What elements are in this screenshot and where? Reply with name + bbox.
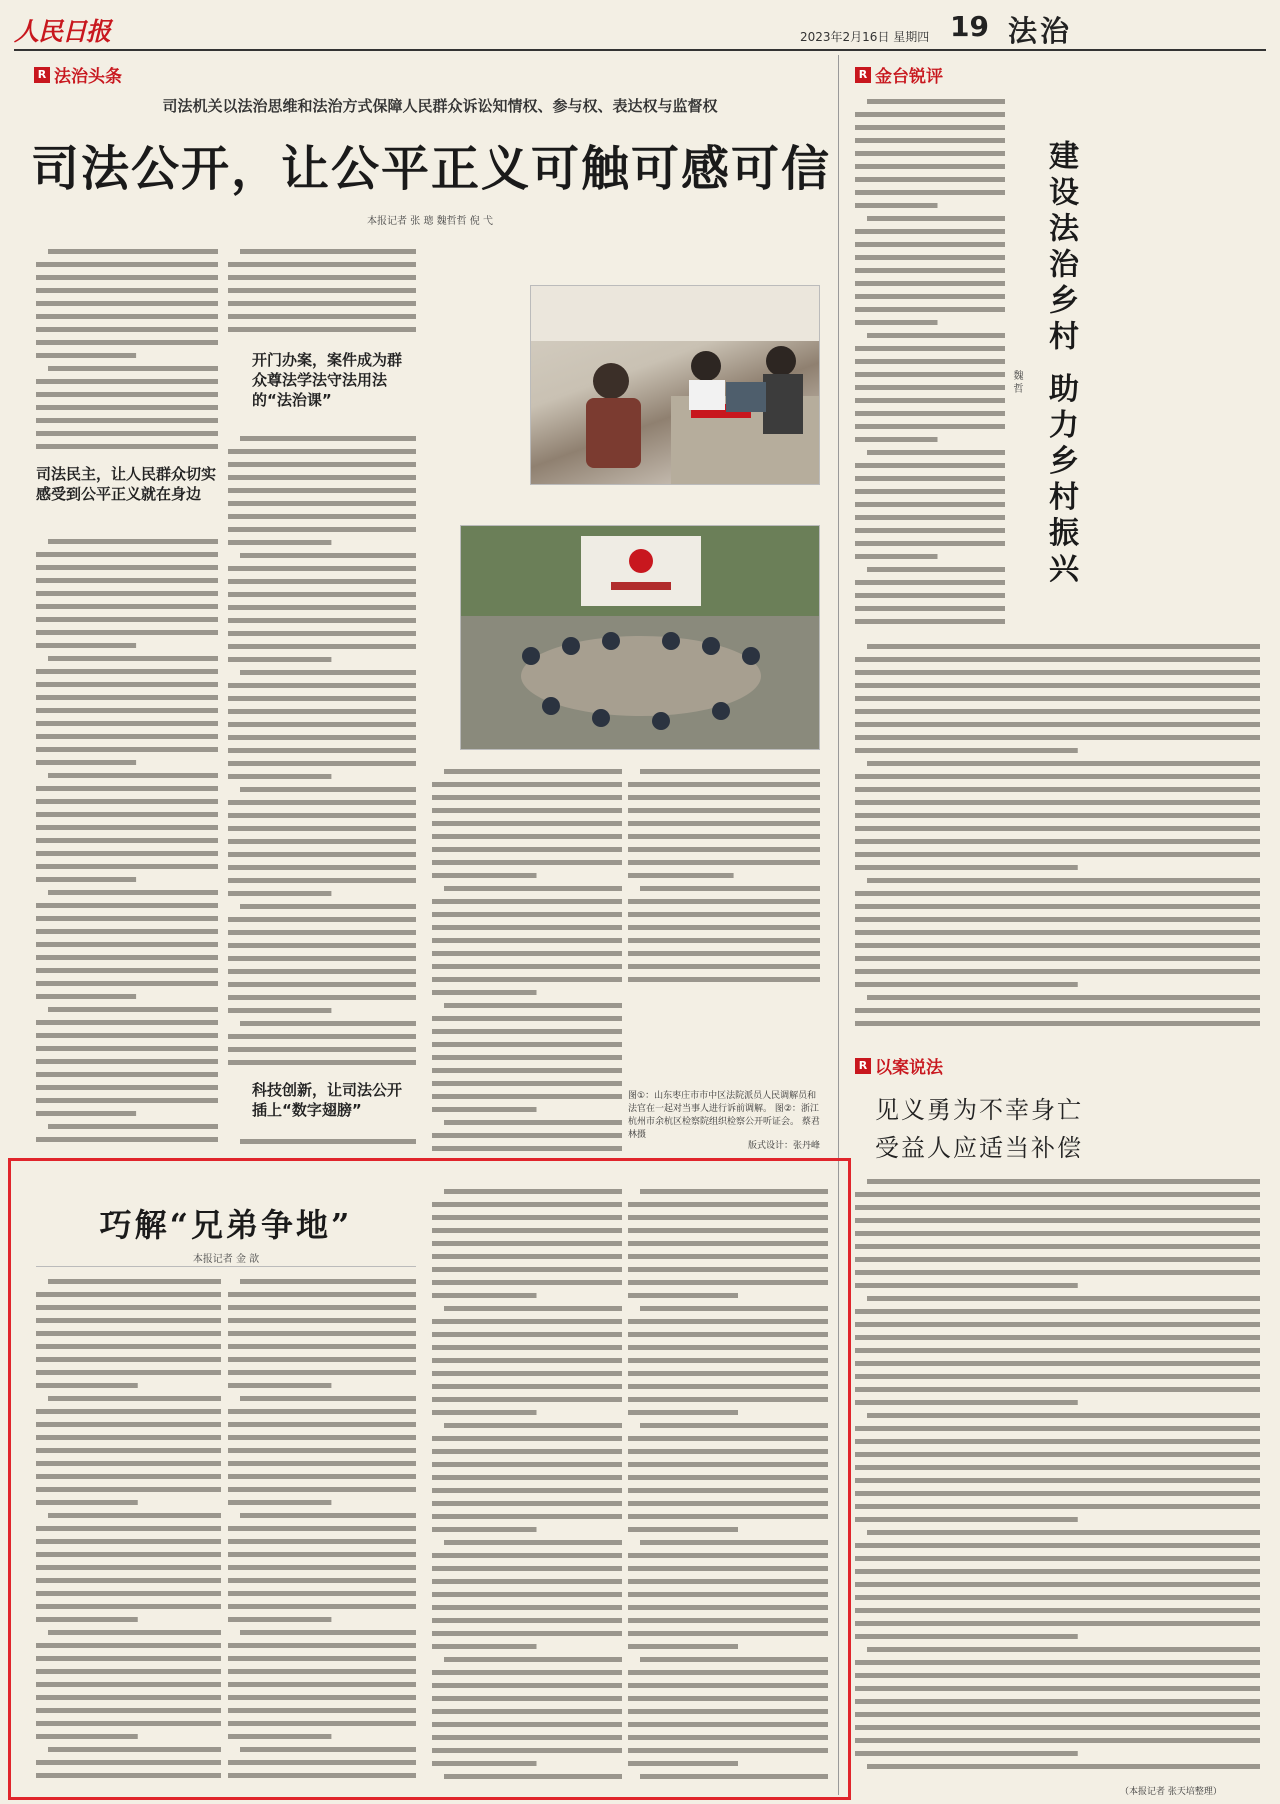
body-text-texture: [228, 1135, 416, 1153]
feature-body-col4: [628, 1185, 828, 1790]
feature-body-col3: [432, 1185, 622, 1790]
commentary-column-label: [855, 62, 943, 87]
masthead-logo: 人民日报: [14, 17, 111, 46]
case-body: [855, 1175, 1260, 1783]
body-text-texture: [432, 1185, 622, 1790]
page-section-name: 法治: [1008, 14, 1073, 48]
lead-body-col2-part1: [228, 245, 416, 335]
case-column-label: [855, 1053, 943, 1078]
lead-body-col3: [432, 765, 622, 1153]
lead-body-col2-part3: [228, 1135, 416, 1153]
case-column-text: 以案说法: [875, 1058, 943, 1078]
commentary-body-bottom: [855, 640, 1260, 1040]
feature-title-rule: [36, 1266, 416, 1267]
lead-body-col2-part2: [228, 432, 416, 1072]
lead-headline: 司法公开，让公平正义可触可感可信: [30, 141, 831, 197]
body-text-texture: [432, 765, 622, 1153]
page-number: 19: [950, 10, 989, 43]
body-text-texture: [855, 640, 1260, 1040]
masthead-date: 2023年2月16日 星期四: [800, 30, 930, 44]
section-r-icon: R: [855, 67, 871, 83]
body-text-texture: [228, 1275, 416, 1790]
lead-body-col4: [628, 765, 820, 995]
commentary-author: 魏 哲: [1011, 370, 1022, 394]
lead-photo-2-scene: [461, 526, 820, 750]
lead-body-col1-part1: [36, 245, 218, 455]
lead-photo-2: [460, 525, 820, 750]
lead-photo-1-scene: [531, 286, 820, 485]
section-r-icon: R: [34, 67, 50, 83]
body-text-texture: [855, 95, 1005, 635]
lead-photo-caption: 图①：山东枣庄市市中区法院派员人民调解员和法官在一起对当事人进行诉前调解。 图②：浙江杭州市余杭区检察院组织检察公开听证会。 蔡君林摄: [628, 1091, 820, 1140]
lead-subhead-3: 科技创新，让司法公开插上“数字翅膀”: [252, 1081, 403, 1119]
body-text-texture: [36, 535, 218, 1153]
feature-byline: 本报记者 金 歆: [192, 1254, 260, 1265]
body-text-texture: [628, 765, 820, 995]
lead-subhead-1: 司法民主，让人民群众切实感受到公平正义就在身边: [36, 465, 217, 503]
lead-byline: 本报记者 张 璁 魏哲哲 倪 弋: [367, 216, 493, 227]
commentary-title: 建设法治乡村 助力乡村振兴: [1043, 140, 1078, 589]
case-footer: （本报记者 张天培整理）: [1120, 1787, 1222, 1797]
case-title-line1: 见义勇为不幸身亡: [875, 1096, 1083, 1124]
section-r-icon: R: [855, 1058, 871, 1074]
lead-column-text: 法治头条: [54, 67, 122, 87]
lead-photo-1: [530, 285, 820, 485]
body-text-texture: [855, 1175, 1260, 1783]
lead-column-label: [34, 62, 122, 87]
case-title-line2: 受益人应适当补偿: [875, 1134, 1083, 1162]
layout-credit: 版式设计：张丹峰: [747, 1141, 820, 1151]
commentary-column-text: 金台锐评: [875, 67, 943, 87]
body-text-texture: [228, 432, 416, 1072]
feature-body-col1: [36, 1275, 221, 1790]
commentary-body-top: [855, 95, 1005, 635]
body-text-texture: [628, 1185, 828, 1790]
body-text-texture: [228, 245, 416, 335]
feature-title: 巧解“兄弟争地”: [99, 1206, 353, 1244]
body-text-texture: [36, 245, 218, 455]
masthead-rule: [14, 49, 1266, 51]
body-text-texture: [36, 1275, 221, 1790]
lead-subhead-2: 开门办案，案件成为群众尊法学法守法用法的“法治课”: [252, 351, 403, 409]
lead-kicker: 司法机关以法治思维和法治方式保障人民群众诉讼知情权、参与权、表达权与监督权: [162, 97, 718, 115]
feature-body-col2: [228, 1275, 416, 1790]
lead-body-col1-part2: [36, 535, 218, 1153]
